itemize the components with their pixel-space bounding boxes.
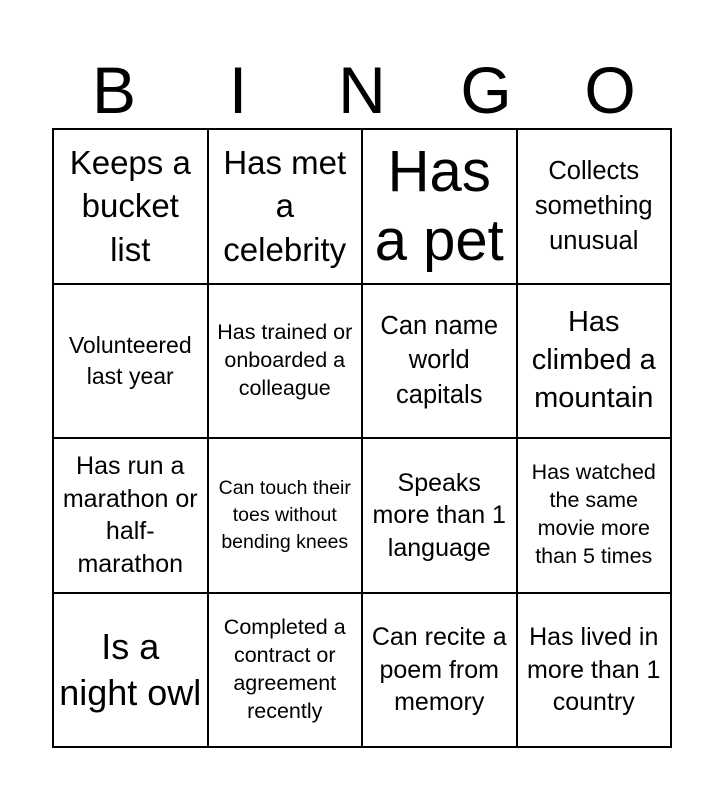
cell-text: Volunteered last year [68, 332, 192, 389]
header-letter-n: N [338, 53, 386, 127]
cell-text: Can recite a poem from memory [371, 623, 507, 716]
bingo-cell-r3c2[interactable] [209, 439, 364, 594]
bingo-board [52, 128, 672, 748]
bingo-cell-r1c1[interactable] [54, 130, 209, 285]
bingo-cell-r4c3[interactable] [363, 594, 518, 749]
header-letter-i: I [228, 53, 248, 127]
cell-text: Has trained or onboarded a colleague [217, 319, 353, 400]
bingo-cell-r4c4[interactable] [518, 594, 673, 749]
bingo-cell-r2c2[interactable] [209, 285, 364, 440]
header-letter-g: G [460, 53, 512, 127]
cell-text: Has lived in more than 1 country [527, 623, 661, 716]
bingo-cell-r3c4[interactable] [518, 439, 673, 594]
bingo-cell-r3c3[interactable] [363, 439, 518, 594]
bingo-cell-r1c3[interactable] [363, 130, 518, 285]
cell-text: Speaks more than 1 language [372, 468, 506, 562]
cell-text: Has watched the same movie more than 5 times [531, 460, 656, 569]
bingo-cell-r4c2[interactable] [209, 594, 364, 749]
cell-text: Is a night owl [59, 625, 202, 713]
cell-text: Has a pet [374, 138, 504, 274]
cell-text: Collects something unusual [534, 157, 653, 255]
bingo-header [52, 52, 672, 128]
bingo-cell-r4c1[interactable] [54, 594, 209, 749]
cell-text: Completed a contract or agreement recently [223, 614, 346, 723]
bingo-cell-r2c4[interactable] [518, 285, 673, 440]
cell-text: Has run a marathon or half-marathon [62, 452, 198, 578]
cell-text: Has climbed a mountain [531, 306, 656, 414]
header-letter-o: O [584, 53, 636, 127]
cell-text: Keeps a bucket list [69, 143, 191, 269]
cell-text: Can touch their toes without bending knees [218, 477, 351, 553]
cell-text: Has met a celebrity [223, 143, 347, 269]
cell-text: Can name world capitals [380, 311, 499, 410]
bingo-cell-r1c4[interactable] [518, 130, 673, 285]
bingo-cell-r3c1[interactable] [54, 439, 209, 594]
bingo-cell-r1c2[interactable] [209, 130, 364, 285]
bingo-cell-r2c3[interactable] [363, 285, 518, 440]
bingo-cell-r2c1[interactable] [54, 285, 209, 440]
header-letter-b: B [91, 53, 137, 127]
